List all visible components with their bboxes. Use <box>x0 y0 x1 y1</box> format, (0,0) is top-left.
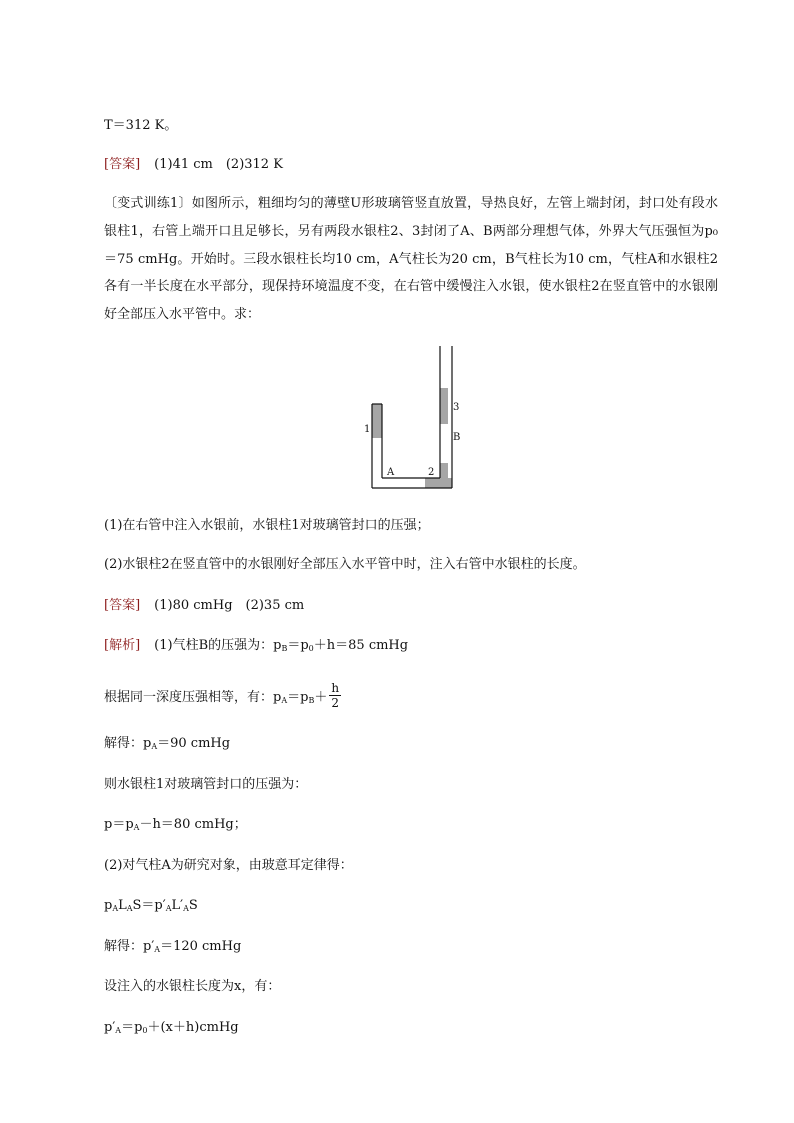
solve-line-2 <box>104 938 241 956</box>
question-2-text: (2)水银柱2在竖直管中的水银刚好全部压入水平管中时，注入右管中水银柱的长度。 <box>104 557 586 572</box>
plus-sign: ＋ <box>314 690 328 705</box>
solve-tail: ＝90 cmHg <box>157 736 231 751</box>
question-2 <box>104 556 586 574</box>
u-tube-diagram <box>362 344 462 498</box>
final-tail: ＋(x＋h)cmHg <box>147 1020 239 1035</box>
label-column-3: 3 <box>453 402 460 413</box>
final-prefix: p′ <box>104 1020 116 1035</box>
subscript: A <box>151 742 158 751</box>
fraction-numerator: h <box>331 681 340 695</box>
pressure-on-seal-text: 则水银柱1对玻璃管封口的压强为： <box>104 777 308 792</box>
analysis-tail: ＋h＝85 cmHg <box>313 638 409 653</box>
p-eq-tail: －h＝80 cmHg； <box>139 817 247 832</box>
mercury-column-1 <box>372 404 382 438</box>
p-eq-pre: p＝p <box>104 817 134 832</box>
label-gas-a: A <box>387 467 395 478</box>
subscript: A <box>154 945 161 954</box>
boyle-p: p <box>104 898 113 913</box>
label-gas-b: B <box>453 432 461 443</box>
question-1-text: (1)在右管中注入水银前，水银柱1对玻璃管封口的压强； <box>104 518 430 533</box>
tube-outline <box>372 346 452 488</box>
boyle-L: L <box>118 898 127 913</box>
boyle-intro-text: (2)对气柱A为研究对象，由玻意耳定律得： <box>104 858 353 873</box>
analysis-text: (1)气柱B的压强为：p <box>154 638 282 653</box>
subscript: B <box>308 696 315 705</box>
subscript: A <box>281 696 288 705</box>
boyle-L-prime: L′ <box>171 898 184 913</box>
question-1 <box>104 517 430 535</box>
boyle-S: S <box>188 898 198 913</box>
answer-line-1 <box>104 156 283 174</box>
final-mid: ＝p <box>121 1020 143 1035</box>
u-tube-svg <box>362 344 462 494</box>
subscript: A <box>183 904 189 913</box>
boyle-equation-line <box>104 897 198 915</box>
subscript: A <box>112 904 119 913</box>
problem-text: 〔变式训练1〕如图所示，粗细均匀的薄壁U形玻璃管竖直放置，导热良好，左管上端封闭，封口处有段水银柱1，右管上端开口且足够长，另有两段水银柱2、3封闭了A、B两部分理想气体，外界大气压强恒为p₀＝75 cmHg。开始时。三段水银柱长均10 cm，A气柱长为20 cm，B气柱长为10 cm，气柱A和水银柱2各有一半长度在水平部分，现保持环境温度不变，在右管中缓慢注入水银，使水银柱2在竖直管中的水银刚好全部压入水平管中。求： <box>104 196 718 323</box>
problem-paragraph <box>104 190 718 329</box>
subscript: B <box>281 644 288 653</box>
mercury-column-3 <box>440 388 448 424</box>
solve-line-1 <box>104 735 230 753</box>
let-x-text: 设注入的水银柱长度为x，有： <box>104 979 281 994</box>
boyle-s-eq: S＝p′ <box>132 898 166 913</box>
analysis-eq: ＝p <box>287 638 309 653</box>
same-depth-mid: ＝p <box>287 690 309 705</box>
mercury-column-2 <box>425 478 452 488</box>
t-result: T＝312 K。 <box>104 118 178 133</box>
solve-prefix: 解得：p <box>104 736 152 751</box>
answer-line-2 <box>104 597 304 615</box>
fraction-denominator: 2 <box>331 696 340 710</box>
pressure-on-seal-line <box>104 776 307 794</box>
subscript: A <box>115 1026 122 1035</box>
analysis-tag: [解析] <box>104 638 141 653</box>
subscript: A <box>133 823 140 832</box>
let-x-line <box>104 978 280 996</box>
subscript: A <box>165 904 172 913</box>
result-line <box>104 117 177 135</box>
label-column-1: 1 <box>364 424 371 435</box>
answer-tag: [答案] <box>104 157 141 172</box>
subscript: 0 <box>142 1026 148 1035</box>
same-depth-prefix: 根据同一深度压强相等，有：p <box>104 690 282 705</box>
p-equation-line <box>104 816 247 834</box>
same-depth-line <box>104 683 341 712</box>
answer-text: (1)80 cmHg (2)35 cm <box>154 598 305 613</box>
label-column-2: 2 <box>428 467 435 478</box>
final-equation-line <box>104 1019 239 1037</box>
subscript: A <box>126 904 133 913</box>
boyle-intro-line <box>104 857 353 875</box>
analysis-line <box>104 637 408 655</box>
answer-text: (1)41 cm (2)312 K <box>154 157 283 172</box>
subscript: 0 <box>308 644 314 653</box>
solve-prefix: 解得：p′ <box>104 939 155 954</box>
solve-tail: ＝120 cmHg <box>160 939 242 954</box>
fraction-h-over-2 <box>329 681 341 710</box>
mercury-column-2-vertical <box>440 463 448 478</box>
answer-tag: [答案] <box>104 598 141 613</box>
